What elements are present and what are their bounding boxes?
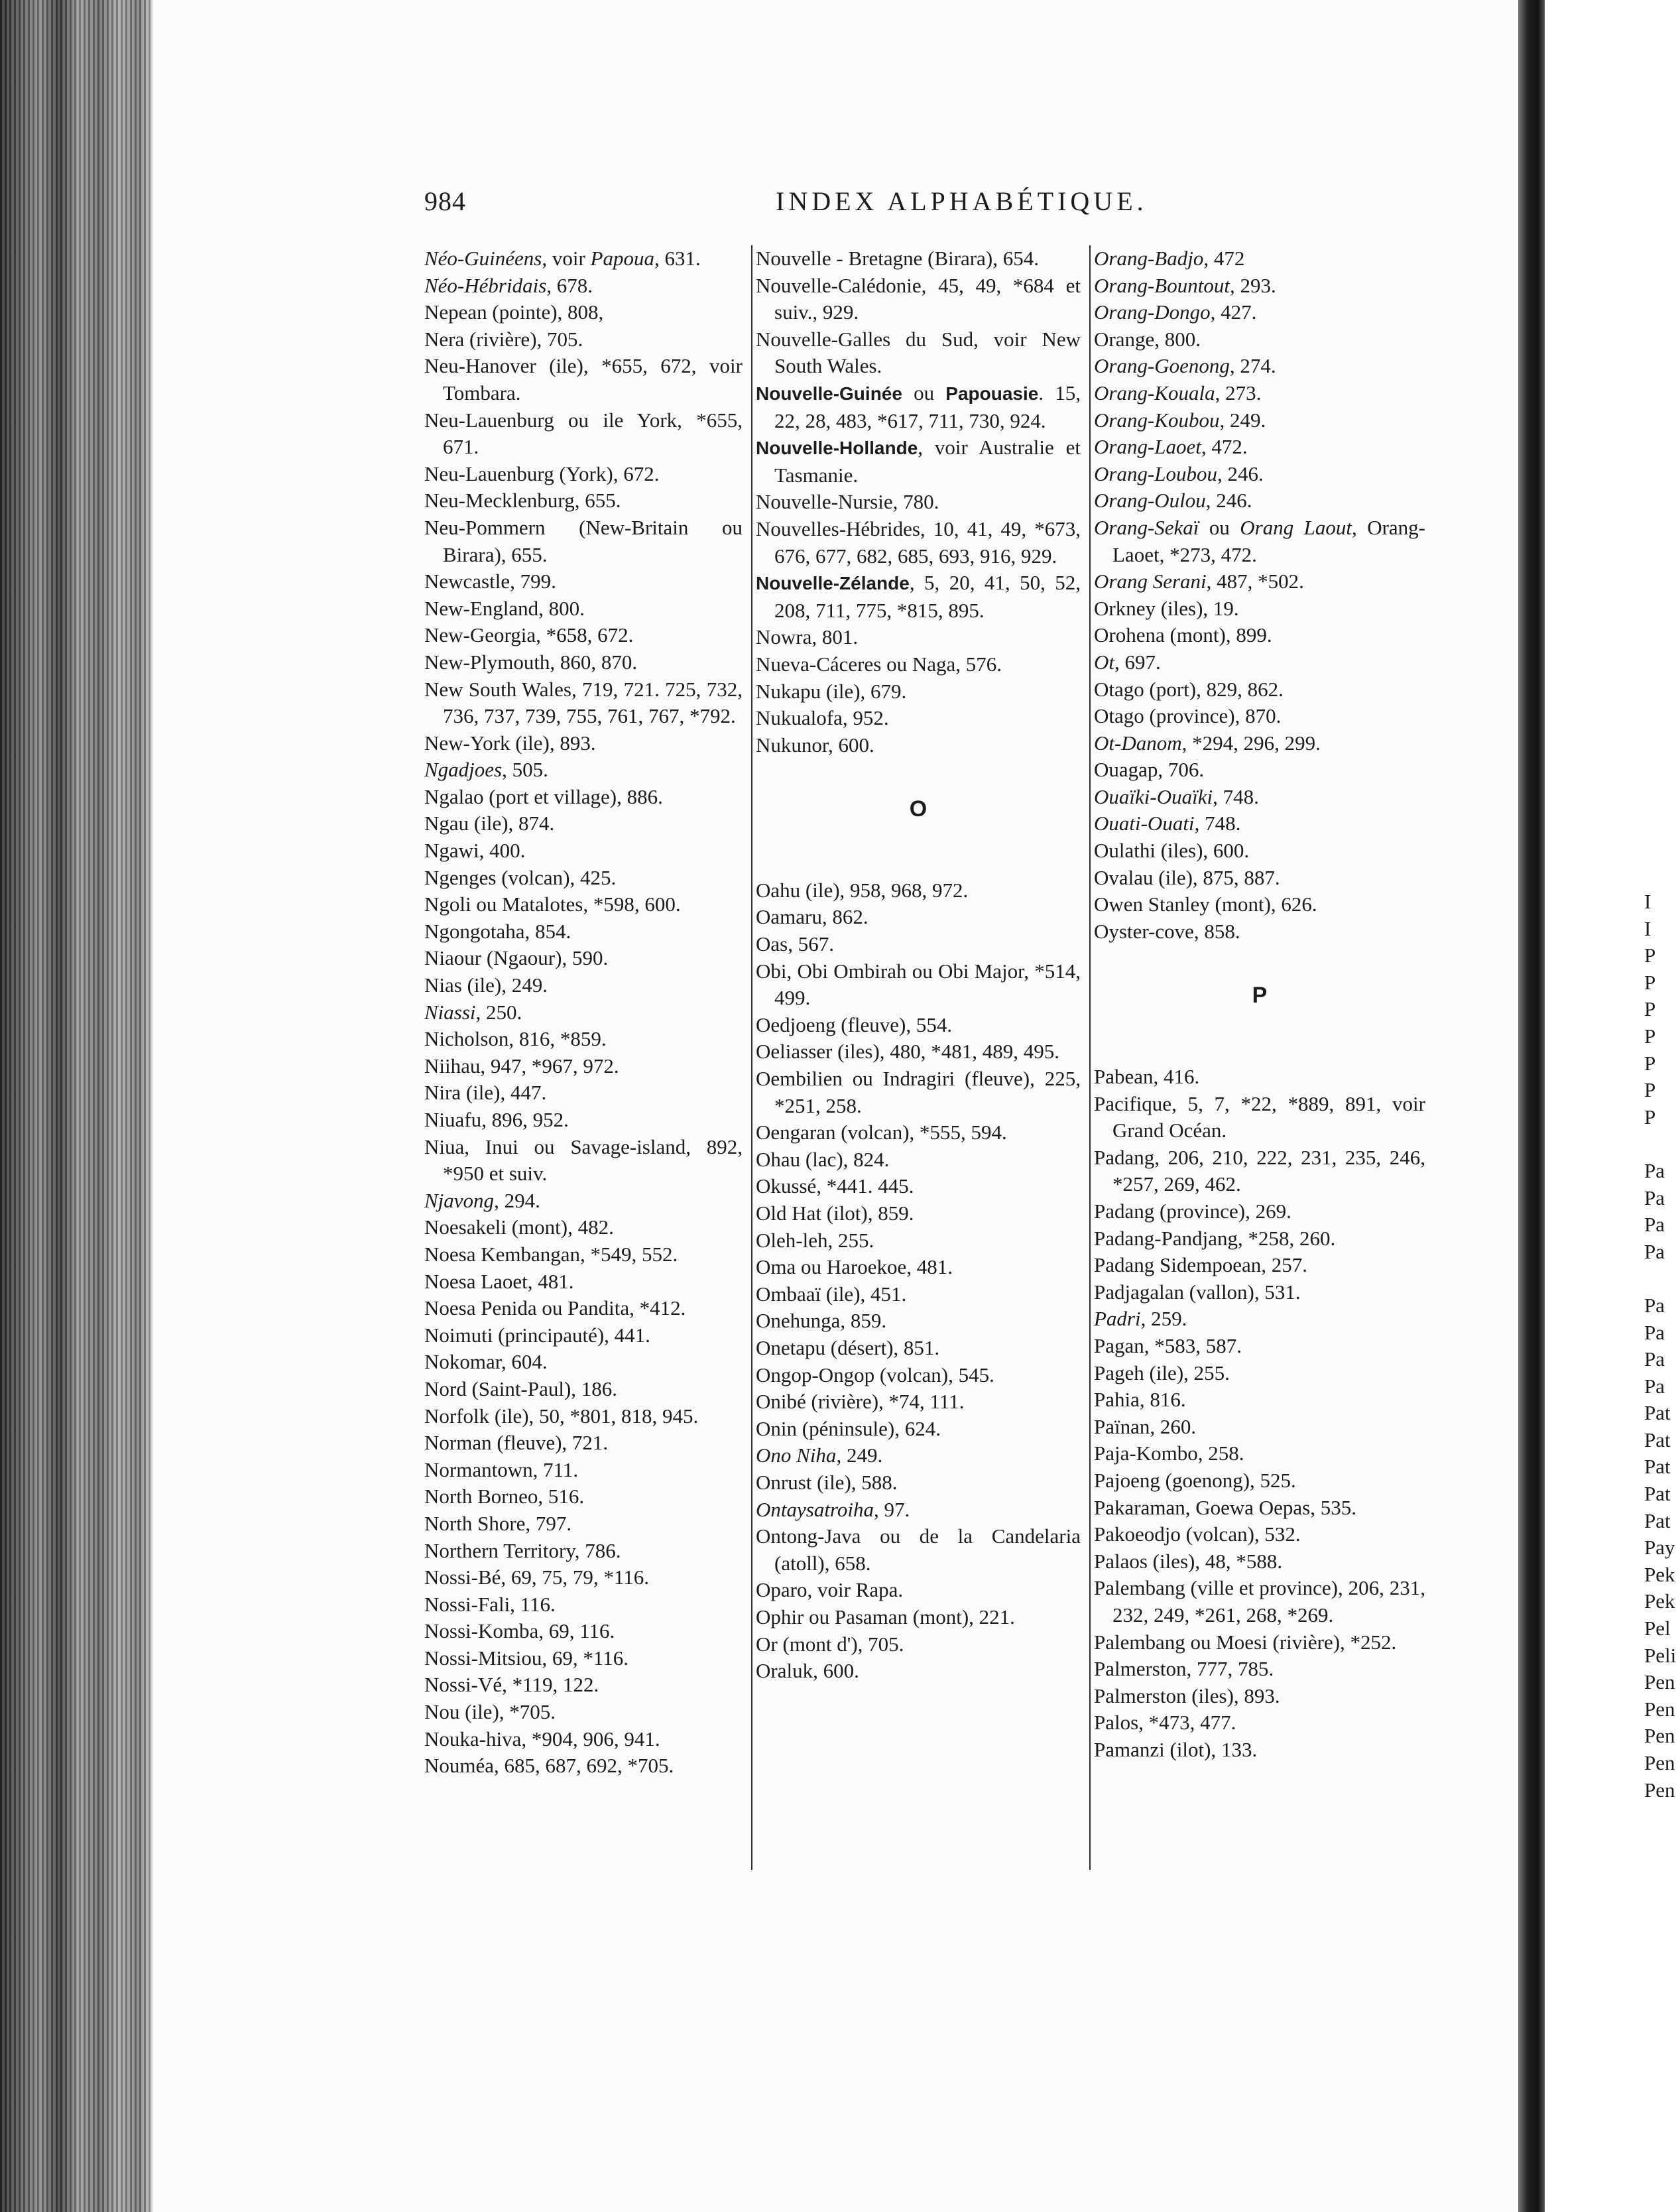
index-entry: Palembang (ville et province), 206, 231, 232, 249, *261, 268, *269. xyxy=(1094,1576,1425,1627)
facing-page-fragment: Pa xyxy=(1644,1374,1665,1398)
index-entry: New-Plymouth, 860, 870. xyxy=(424,650,638,674)
index-entry: Païnan, 260. xyxy=(1094,1414,1197,1438)
facing-page-fragment: P xyxy=(1644,997,1656,1021)
facing-page-fragment: Pa xyxy=(1644,1293,1665,1317)
index-entry: Nicholson, 816, *859. xyxy=(424,1027,607,1051)
index-entry: Orang-Dongo, 427. xyxy=(1094,300,1257,324)
index-entry: Newcastle, 799. xyxy=(424,570,556,593)
index-column-2 xyxy=(756,245,1081,1685)
index-entry: Nouvelle-Nursie, 780. xyxy=(756,490,939,514)
section-letter-heading: O xyxy=(909,796,928,822)
index-entry: Ouaïki-Ouaïki, 748. xyxy=(1094,784,1259,808)
index-entry: Nossi-Bé, 69, 75, 79, *116. xyxy=(424,1566,649,1589)
index-entry: Palmerston (iles), 893. xyxy=(1094,1684,1280,1707)
index-entry: Orang-Loubou, 246. xyxy=(1094,461,1264,485)
index-entry: Padang-Pandjang, *258, 260. xyxy=(1094,1226,1336,1250)
index-entry: Oleh-leh, 255. xyxy=(756,1228,874,1252)
index-entry: Noesa Penida ou Pandita, *412. xyxy=(424,1296,686,1320)
index-entry: New-England, 800. xyxy=(424,596,585,620)
index-entry: Ngoli ou Matalotes, *598, 600. xyxy=(424,892,681,916)
index-entry: Nokomar, 604. xyxy=(424,1350,548,1374)
index-entry: Nord (Saint-Paul), 186. xyxy=(424,1377,618,1400)
index-entry: Nossi-Vé, *119, 122. xyxy=(424,1673,599,1697)
facing-page-fragment: Pat xyxy=(1644,1455,1671,1479)
index-entry: Ovalau (ile), 875, 887. xyxy=(1094,865,1280,889)
book-page-edges xyxy=(0,0,152,2212)
index-entry: Neu-Hanover (ile), *655, 672, voir Tombara. xyxy=(424,354,743,404)
facing-page-fragment: Pen xyxy=(1644,1724,1675,1748)
facing-page-fragment: Pa xyxy=(1644,1213,1665,1237)
index-entry: Oulathi (iles), 600. xyxy=(1094,839,1250,863)
book-gutter-right xyxy=(1518,0,1545,2212)
facing-page-fragment: Peli xyxy=(1644,1643,1676,1667)
index-entry: Nou (ile), *705. xyxy=(424,1700,556,1724)
index-entry: Northern Territory, 786. xyxy=(424,1538,621,1562)
index-entry: Ngadjoes, 505. xyxy=(424,758,548,782)
index-entry: Old Hat (ilot), 859. xyxy=(756,1201,914,1225)
index-entry: New-Georgia, *658, 672. xyxy=(424,623,634,647)
index-entry: Norfolk (ile), 50, *801, 818, 945. xyxy=(424,1404,699,1428)
index-entry: Orkney (iles), 19. xyxy=(1094,596,1239,620)
index-entry: Nouvelle-Calédonie, 45, 49, *684 et suiv., 929. xyxy=(756,273,1081,324)
index-entry: Ono Niha, 249. xyxy=(756,1444,883,1467)
index-entry: Nera (rivière), 705. xyxy=(424,327,583,351)
index-entry: Nueva-Cáceres ou Naga, 576. xyxy=(756,652,1002,676)
index-entry: New-York (ile), 893. xyxy=(424,731,596,755)
index-entry: Nouméa, 685, 687, 692, *705. xyxy=(424,1754,674,1778)
index-entry: Ot, 697. xyxy=(1094,650,1161,674)
index-entry: Nias (ile), 249. xyxy=(424,973,548,997)
index-entry: Onibé (rivière), *74, 111. xyxy=(756,1390,965,1414)
index-entry: Orang-Sekaï ou Orang Laout, Orang-Laoet, *273, 472. xyxy=(1094,515,1426,566)
index-entry: Padang (province), 269. xyxy=(1094,1199,1291,1223)
index-entry: Noesa Laoet, 481. xyxy=(424,1269,574,1293)
index-entry: Padang Sidempoean, 257. xyxy=(1094,1253,1308,1277)
index-entry: Oengaran (volcan), *555, 594. xyxy=(756,1121,1007,1144)
facing-page-fragments xyxy=(1644,889,1676,1804)
facing-page-fragment: Pek xyxy=(1644,1562,1675,1586)
facing-page-fragment: Pa xyxy=(1644,1320,1665,1344)
index-entry: North Shore, 797. xyxy=(424,1511,572,1535)
index-entry: Niua, Inui ou Savage-island, 892, *950 et suiv. xyxy=(424,1135,743,1186)
index-entry: Oamaru, 862. xyxy=(756,905,868,929)
index-column-1 xyxy=(424,245,743,1780)
index-entry: Padri, 259. xyxy=(1094,1307,1187,1331)
index-entry: Orang-Oulou, 246. xyxy=(1094,489,1252,513)
index-entry: Ngenges (volcan), 425. xyxy=(424,865,617,889)
index-entry: Nouvelles-Hébrides, 10, 41, 49, *673, 676, 677, 682, 685, 693, 916, 929. xyxy=(756,517,1081,568)
index-entry: Pabean, 416. xyxy=(1094,1065,1200,1089)
index-entry: Onetapu (désert), 851. xyxy=(756,1335,940,1359)
index-entry: Ngawi, 400. xyxy=(424,839,526,863)
index-entry: Ontaysatroiha, 97. xyxy=(756,1497,910,1521)
index-entry: Ohau (lac), 824. xyxy=(756,1147,890,1171)
index-entry: Or (mont d'), 705. xyxy=(756,1632,904,1656)
index-entry: Orohena (mont), 899. xyxy=(1094,623,1272,647)
index-entry: Nira (ile), 447. xyxy=(424,1081,547,1105)
facing-page-fragment: Pen xyxy=(1644,1778,1675,1802)
index-entry: Njavong, 294. xyxy=(424,1188,540,1212)
index-entry: Nouvelle-Galles du Sud, voir New South Wales. xyxy=(756,327,1081,378)
index-entry: Onin (péninsule), 624. xyxy=(756,1416,941,1440)
index-entry: Niaour (Ngaour), 590. xyxy=(424,946,609,970)
index-entry: Ophir ou Pasaman (mont), 221. xyxy=(756,1605,1015,1628)
facing-page-fragment: Pen xyxy=(1644,1670,1675,1694)
index-entry: Ouati-Ouati, 748. xyxy=(1094,812,1241,835)
facing-page-fragment: Pat xyxy=(1644,1508,1671,1532)
index-entry: Oembilien ou Indragiri (fleuve), 225, *251, 258. xyxy=(756,1067,1081,1117)
facing-page-fragment: Pay xyxy=(1644,1536,1675,1560)
index-entry: Nouvelle-Guinée ou Papouasie. 15, 22, 28, 483, *617, 711, 730, 924. xyxy=(756,381,1081,432)
index-entry: Nukapu (ile), 679. xyxy=(756,679,907,703)
facing-page-fragment: Pen xyxy=(1644,1697,1675,1721)
facing-page-fragment: I xyxy=(1644,890,1651,913)
index-entry: Nossi-Fali, 116. xyxy=(424,1592,556,1616)
index-entry: Okussé, *441. 445. xyxy=(756,1174,914,1198)
index-entry: Neu-Pommern (New-Britain ou Birara), 655. xyxy=(424,515,743,566)
index-entry: Oas, 567. xyxy=(756,932,834,956)
column-divider xyxy=(751,245,752,1870)
index-entry: Pacifique, 5, 7, *22, *889, 891, voir Grand Océan. xyxy=(1094,1091,1425,1142)
facing-page-fragment: Pat xyxy=(1644,1428,1671,1451)
index-entry: Pakoeodjo (volcan), 532. xyxy=(1094,1522,1301,1546)
index-entry: Oyster-cove, 858. xyxy=(1094,919,1240,943)
facing-page-fragment: Pa xyxy=(1644,1158,1665,1182)
index-entry: Oahu (ile), 958, 968, 972. xyxy=(756,878,969,902)
index-entry: Padang, 206, 210, 222, 231, 235, 246, *257, 269, 462. xyxy=(1094,1145,1425,1196)
index-entry: Orange, 800. xyxy=(1094,327,1201,351)
index-entry: Orang-Goenong, 274. xyxy=(1094,354,1276,378)
index-entry: Normantown, 711. xyxy=(424,1457,579,1481)
facing-page-fragment: Pat xyxy=(1644,1482,1671,1506)
index-entry: Niuafu, 896, 952. xyxy=(424,1108,569,1131)
index-entry: Orang Serani, 487, *502. xyxy=(1094,570,1304,593)
index-entry: Neu-Lauenburg ou ile York, *655, 671. xyxy=(424,408,743,459)
index-entry: Néo-Hébridais, 678. xyxy=(424,273,593,297)
index-entry: Otago (port), 829, 862. xyxy=(1094,677,1284,701)
index-entry: Neu-Lauenburg (York), 672. xyxy=(424,461,660,485)
index-entry: Noesakeli (mont), 482. xyxy=(424,1215,614,1239)
facing-page-fragment: Pa xyxy=(1644,1186,1665,1209)
facing-page-fragment: P xyxy=(1644,944,1656,967)
index-entry: Pageh (ile), 255. xyxy=(1094,1361,1230,1384)
index-entry: Orang-Laoet, 472. xyxy=(1094,435,1248,459)
index-entry: Nouvelle-Zélande, 5, 20, 41, 50, 52, 208, 711, 775, *815, 895. xyxy=(756,571,1081,622)
index-entry: Ouagap, 706. xyxy=(1094,758,1205,782)
index-entry: Norman (fleuve), 721. xyxy=(424,1431,609,1455)
index-entry: Palmerston, 777, 785. xyxy=(1094,1657,1274,1681)
index-entry: Nouka-hiva, *904, 906, 941. xyxy=(424,1727,660,1751)
index-entry: Padjagalan (vallon), 531. xyxy=(1094,1280,1301,1304)
facing-page-fragment: Pat xyxy=(1644,1401,1671,1425)
facing-page-fragment: P xyxy=(1644,1051,1656,1075)
index-entry: Nepean (pointe), 808, xyxy=(424,300,604,324)
index-entry: Nukualofa, 952. xyxy=(756,706,889,730)
index-entry: Ot-Danom, *294, 296, 299. xyxy=(1094,731,1321,755)
index-entry: Orang-Bountout, 293. xyxy=(1094,273,1276,297)
index-entry: Nossi-Mitsiou, 69, *116. xyxy=(424,1646,629,1670)
index-entry: Oma ou Haroekoe, 481. xyxy=(756,1255,953,1279)
index-column-3 xyxy=(1094,245,1425,1763)
facing-page-fragment: Pek xyxy=(1644,1589,1675,1613)
index-entry: Pahia, 816. xyxy=(1094,1388,1186,1412)
index-entry: Pajoeng (goenong), 525. xyxy=(1094,1468,1296,1492)
index-entry: Palembang ou Moesi (rivière), *252. xyxy=(1094,1630,1397,1654)
index-entry: Onrust (ile), 588. xyxy=(756,1470,898,1494)
index-entry: Oeliasser (iles), 480, *481, 489, 495. xyxy=(756,1040,1060,1064)
index-entry: Neu-Mecklenburg, 655. xyxy=(424,489,621,513)
index-entry: Ngalao (port et village), 886. xyxy=(424,784,663,808)
index-entry: Nossi-Komba, 69, 116. xyxy=(424,1619,615,1643)
index-entry: Otago (province), 870. xyxy=(1094,704,1282,728)
index-entry: Oedjoeng (fleuve), 554. xyxy=(756,1013,953,1036)
index-entry: Pakaraman, Goewa Oepas, 535. xyxy=(1094,1495,1356,1519)
facing-page-fragment: P xyxy=(1644,1024,1656,1048)
index-entry: Palos, *473, 477. xyxy=(1094,1711,1236,1735)
section-letter-heading: P xyxy=(1252,983,1268,1009)
column-divider xyxy=(1089,245,1091,1870)
facing-page-fragment: Pa xyxy=(1644,1239,1665,1263)
index-entry: New South Wales, 719, 721. 725, 732, 736, 737, 739, 755, 761, 767, *792. xyxy=(424,677,743,728)
facing-page-fragment: Pa xyxy=(1644,1347,1665,1371)
index-entry: Ngongotaha, 854. xyxy=(424,919,571,943)
facing-page-fragment: P xyxy=(1644,1105,1656,1129)
facing-page-fragment: I xyxy=(1644,916,1651,940)
index-entry: Oparo, voir Rapa. xyxy=(756,1578,904,1602)
index-entry: Niihau, 947, *967, 972. xyxy=(424,1054,619,1077)
facing-page-fragment xyxy=(1644,1131,1668,1158)
index-entry: Owen Stanley (mont), 626. xyxy=(1094,892,1317,916)
index-entry: Ongop-Ongop (volcan), 545. xyxy=(756,1363,994,1386)
facing-page-fragment xyxy=(1644,1265,1668,1292)
index-entry: Niassi, 250. xyxy=(424,1000,522,1024)
index-entry: Orang-Kouala, 273. xyxy=(1094,381,1262,404)
index-entry: Ngau (ile), 874. xyxy=(424,812,555,835)
index-entry: Orang-Koubou, 249. xyxy=(1094,408,1266,432)
facing-page-fragment: P xyxy=(1644,1078,1656,1102)
index-entry: Oraluk, 600. xyxy=(756,1659,859,1683)
index-entry: Orang-Badjo, 472 xyxy=(1094,247,1245,270)
index-entry: Néo-Guinéens, voir Papoua, 631. xyxy=(424,247,701,270)
index-entry: Paja-Kombo, 258. xyxy=(1094,1442,1244,1465)
index-entry: Ontong-Java ou de la Candelaria (atoll), 658. xyxy=(756,1524,1081,1575)
index-entry: Pamanzi (ilot), 133. xyxy=(1094,1737,1258,1761)
index-entry: Onehunga, 859. xyxy=(756,1309,887,1333)
facing-page-fragment: Pen xyxy=(1644,1751,1675,1774)
running-title: INDEX ALPHABÉTIQUE. xyxy=(776,186,1148,216)
facing-page-fragment: P xyxy=(1644,970,1656,994)
page-number: 984 xyxy=(424,186,466,216)
index-entry: Ombaaï (ile), 451. xyxy=(756,1282,907,1306)
index-entry: Pagan, *583, 587. xyxy=(1094,1333,1242,1357)
index-entry: Nukunor, 600. xyxy=(756,733,874,757)
index-entry: Palaos (iles), 48, *588. xyxy=(1094,1549,1283,1573)
index-entry: Noesa Kembangan, *549, 552. xyxy=(424,1242,678,1266)
index-entry: Obi, Obi Ombirah ou Obi Major, *514, 499. xyxy=(756,959,1081,1010)
index-entry: Nowra, 801. xyxy=(756,625,859,649)
index-entry: Nouvelle-Hollande, voir Australie et Tasmanie. xyxy=(756,436,1081,487)
index-entry: Nouvelle - Bretagne (Birara), 654. xyxy=(756,247,1039,270)
index-entry: Noimuti (principauté), 441. xyxy=(424,1323,650,1347)
page-header xyxy=(424,186,1419,225)
index-entry: North Borneo, 516. xyxy=(424,1485,585,1508)
facing-page-fragment: Pel xyxy=(1644,1617,1671,1640)
